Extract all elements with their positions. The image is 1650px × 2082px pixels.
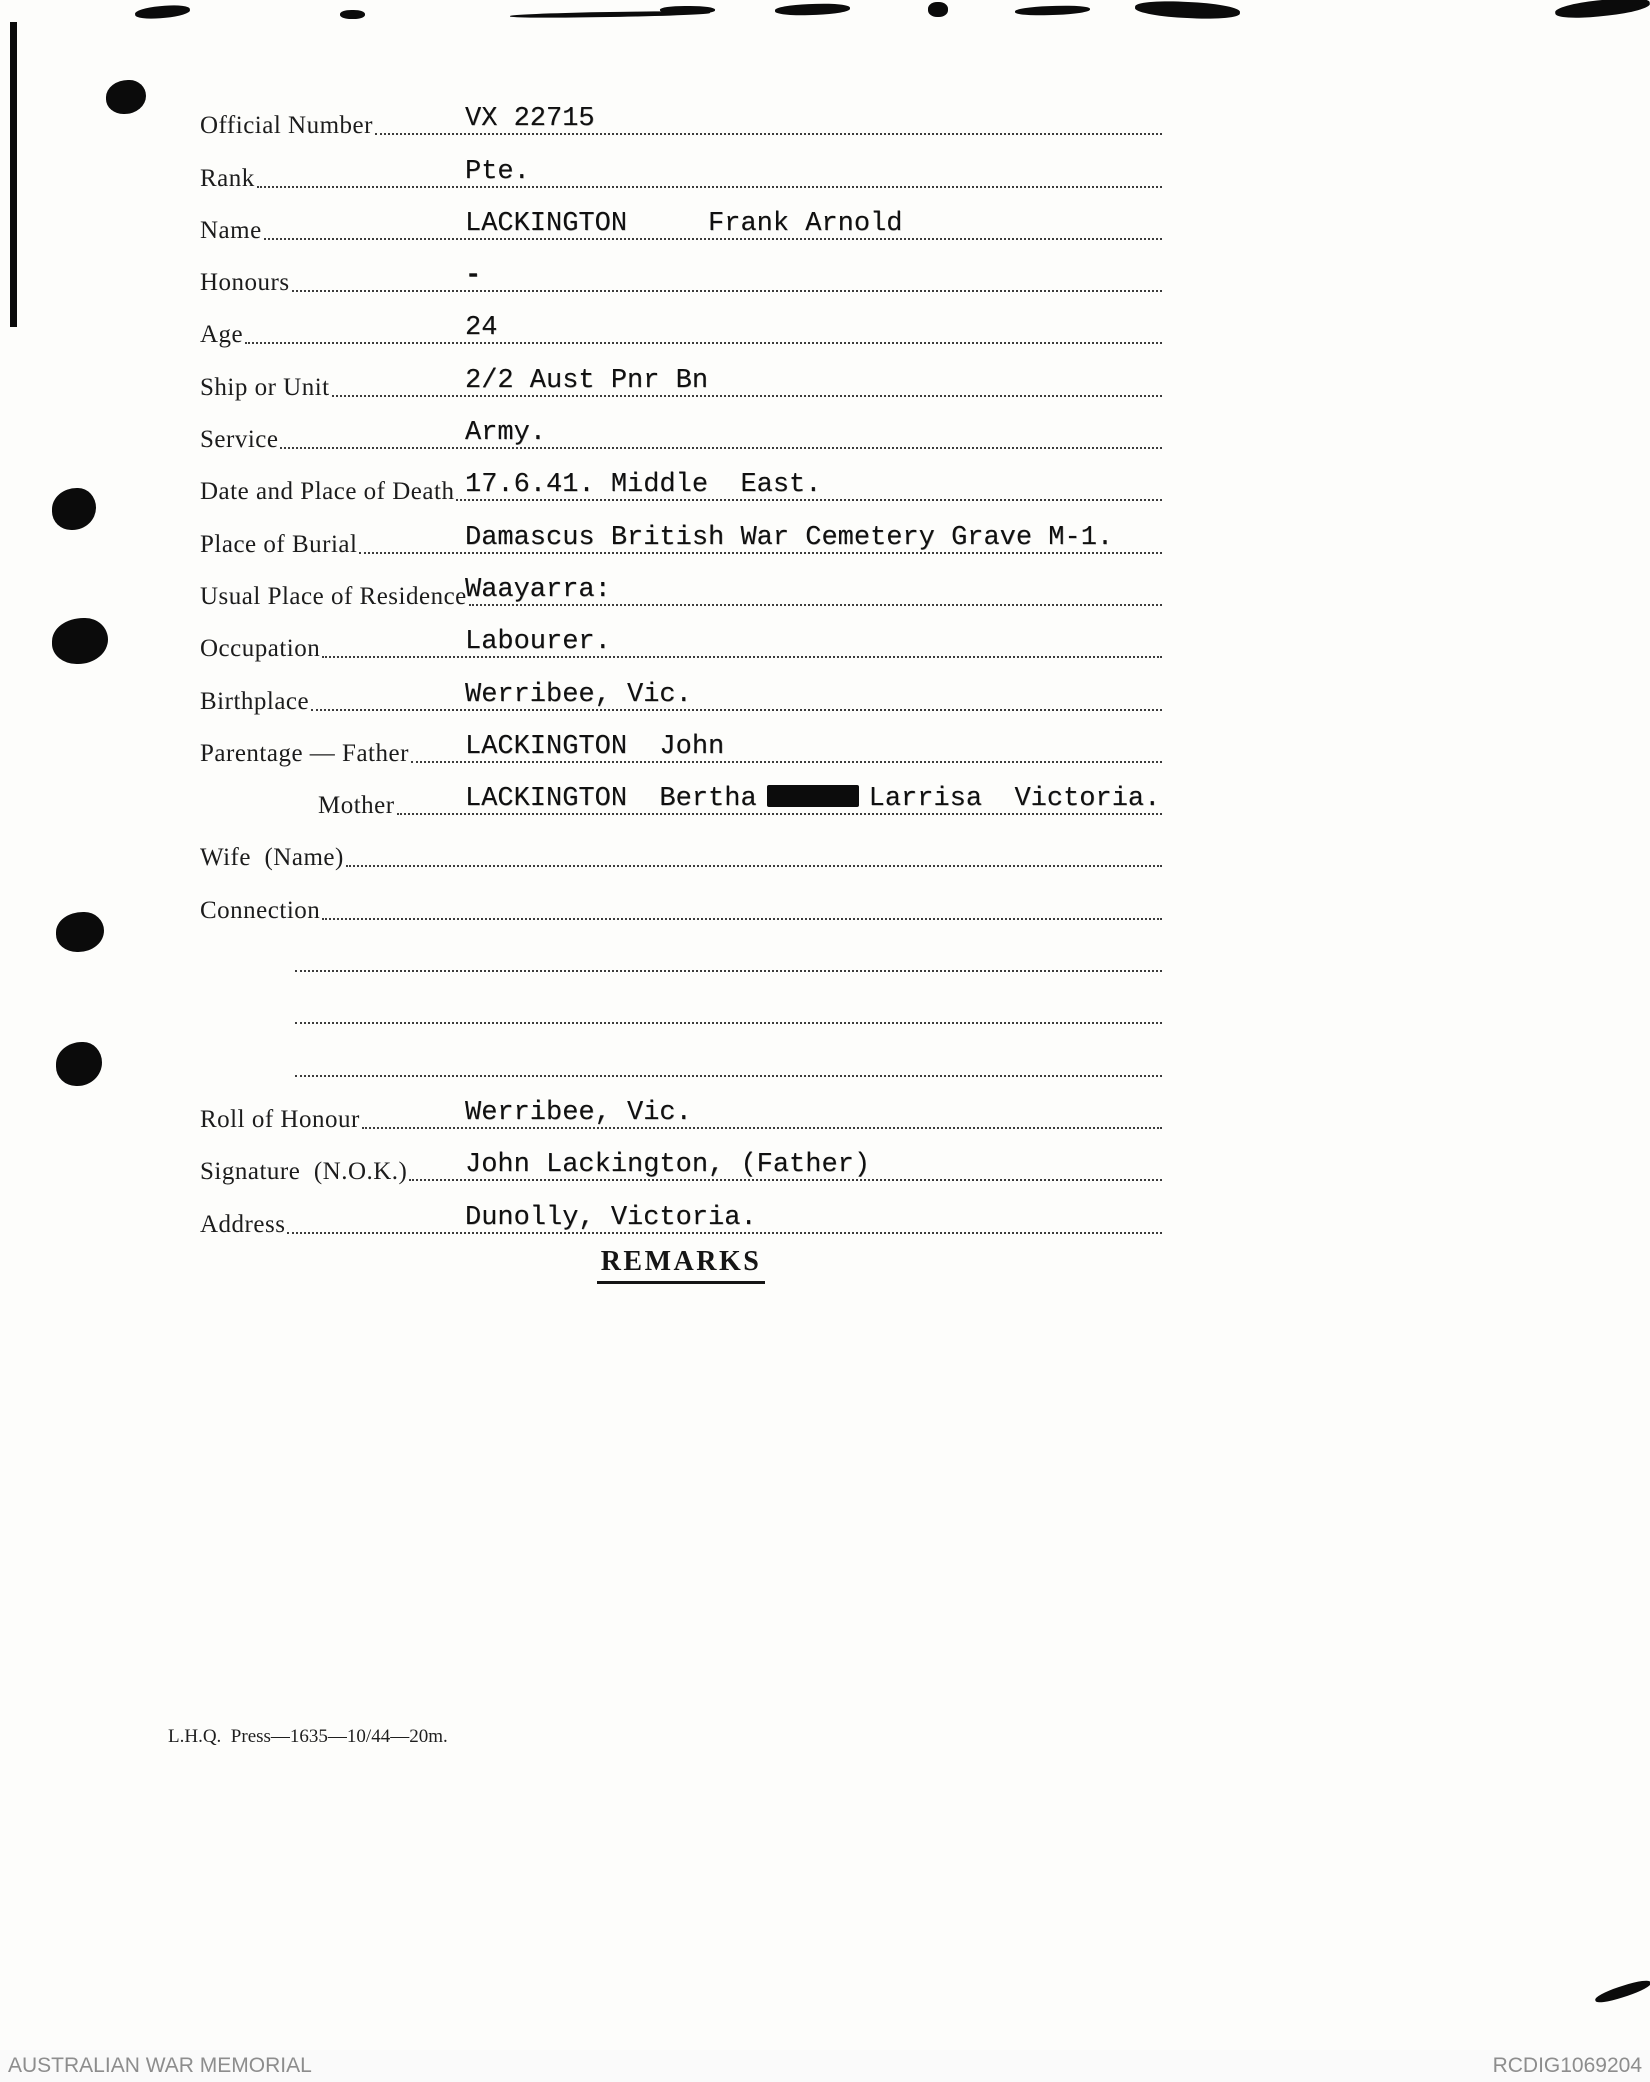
form-row-official-number	[200, 92, 1162, 144]
field-value: LACKINGTON John	[465, 731, 725, 762]
field-label: Signature (N.O.K.)	[200, 1158, 408, 1186]
form-row-honours	[200, 249, 1162, 301]
form-row-age	[200, 301, 1162, 353]
form-row-ship-or-unit	[200, 353, 1162, 405]
field-value	[465, 784, 1160, 814]
scan-smudge	[928, 2, 948, 17]
field-label: Mother	[318, 792, 395, 820]
form-row-service	[200, 406, 1162, 458]
leader-dots	[295, 1022, 1162, 1024]
scan-smudge	[1554, 0, 1650, 21]
service-record-form	[200, 92, 1162, 1243]
scan-ink-blob	[56, 1042, 102, 1086]
leader-dots	[295, 1075, 1162, 1077]
remarks-section	[200, 1246, 1162, 1284]
field-value: LACKINGTON Frank Arnold	[465, 208, 903, 239]
form-row-signature-nok	[200, 1138, 1162, 1190]
field-value: Werribee, Vic.	[465, 679, 692, 710]
field-label: Ship or Unit	[200, 373, 330, 401]
field-value: Damascus British War Cemetery Grave M-1.	[465, 522, 1114, 553]
form-row-mother	[200, 772, 1162, 824]
field-label: Date and Place of Death	[200, 478, 455, 506]
leader-dots	[332, 395, 1162, 397]
leader-dots	[257, 186, 1162, 188]
form-row-roll-of-honour	[200, 1086, 1162, 1138]
leader-dots	[295, 970, 1162, 972]
field-label: Rank	[200, 164, 255, 192]
redaction-mark	[767, 785, 859, 807]
field-label: Name	[200, 216, 262, 244]
field-value: Waayarra:	[465, 574, 611, 605]
field-value: John Lackington, (Father)	[465, 1150, 871, 1181]
field-label: Service	[200, 426, 279, 454]
archive-footer-bar	[0, 2050, 1650, 2082]
form-row-blank	[200, 981, 1162, 1033]
field-label: Usual Place of Residence	[200, 582, 467, 610]
leader-dots	[280, 447, 1162, 449]
scan-ink-blob	[52, 618, 108, 664]
field-value: 2/2 Aust Pnr Bn	[465, 365, 709, 396]
field-value: Werribee, Vic.	[465, 1097, 692, 1128]
field-value: Army.	[465, 418, 547, 449]
form-row-connection	[200, 876, 1162, 928]
field-label: Occupation	[200, 635, 321, 663]
field-label: Roll of Honour	[200, 1105, 360, 1133]
form-row-father	[200, 720, 1162, 772]
field-value: Labourer.	[465, 627, 611, 658]
leader-dots	[322, 656, 1162, 658]
scan-smudge	[660, 6, 715, 14]
remarks-heading: REMARKS	[597, 1246, 766, 1284]
form-row-wife	[200, 824, 1162, 876]
form-row-name	[200, 197, 1162, 249]
scan-ink-blob	[52, 488, 96, 530]
field-label: Official Number	[200, 112, 373, 140]
leader-dots	[245, 342, 1162, 344]
field-label: Age	[200, 321, 244, 349]
scan-smudge	[135, 4, 191, 21]
scan-smudge	[1594, 1977, 1650, 2005]
scan-smudge	[1135, 0, 1241, 21]
field-label: Birthplace	[200, 687, 310, 715]
form-row-address	[200, 1190, 1162, 1242]
field-label: Parentage — Father	[200, 739, 409, 767]
record-id: RCDIG1069204	[1492, 2054, 1642, 2077]
field-label: Connection	[200, 896, 321, 924]
field-value: 17.6.41. Middle East.	[465, 470, 822, 501]
form-row-date-place-of-death	[200, 458, 1162, 510]
form-row-occupation	[200, 615, 1162, 667]
field-label: Honours	[200, 269, 290, 297]
mother-value-after: Larrisa Victoria.	[868, 784, 1161, 815]
field-label: Address	[200, 1210, 286, 1238]
field-value: -	[465, 261, 482, 292]
field-value: Pte.	[465, 156, 530, 187]
scan-edge-line	[10, 22, 17, 327]
leader-dots	[322, 918, 1162, 920]
press-note: L.H.Q. Press—1635—10/44—20m.	[168, 1726, 448, 1747]
field-label: Place of Burial	[200, 530, 358, 558]
form-row-blank	[200, 929, 1162, 981]
form-row-rank	[200, 144, 1162, 196]
mother-value-before: LACKINGTON Bertha	[465, 784, 757, 815]
form-row-blank	[200, 1033, 1162, 1085]
scan-ink-blob	[106, 80, 146, 114]
scan-smudge	[1015, 5, 1090, 17]
leader-dots	[346, 865, 1162, 867]
scan-smudge	[775, 3, 850, 17]
form-row-place-of-burial	[200, 510, 1162, 562]
leader-dots	[292, 290, 1162, 292]
form-row-usual-residence	[200, 563, 1162, 615]
field-value: VX 22715	[465, 104, 595, 135]
scan-smudge	[340, 10, 365, 19]
scan-ink-blob	[56, 912, 104, 952]
archive-source-label: AUSTRALIAN WAR MEMORIAL	[8, 2054, 312, 2077]
field-label: Wife (Name)	[200, 844, 344, 872]
leader-dots	[311, 709, 1162, 711]
field-value: Dunolly, Victoria.	[465, 1202, 757, 1233]
field-value: 24	[465, 313, 498, 344]
form-row-birthplace	[200, 667, 1162, 719]
